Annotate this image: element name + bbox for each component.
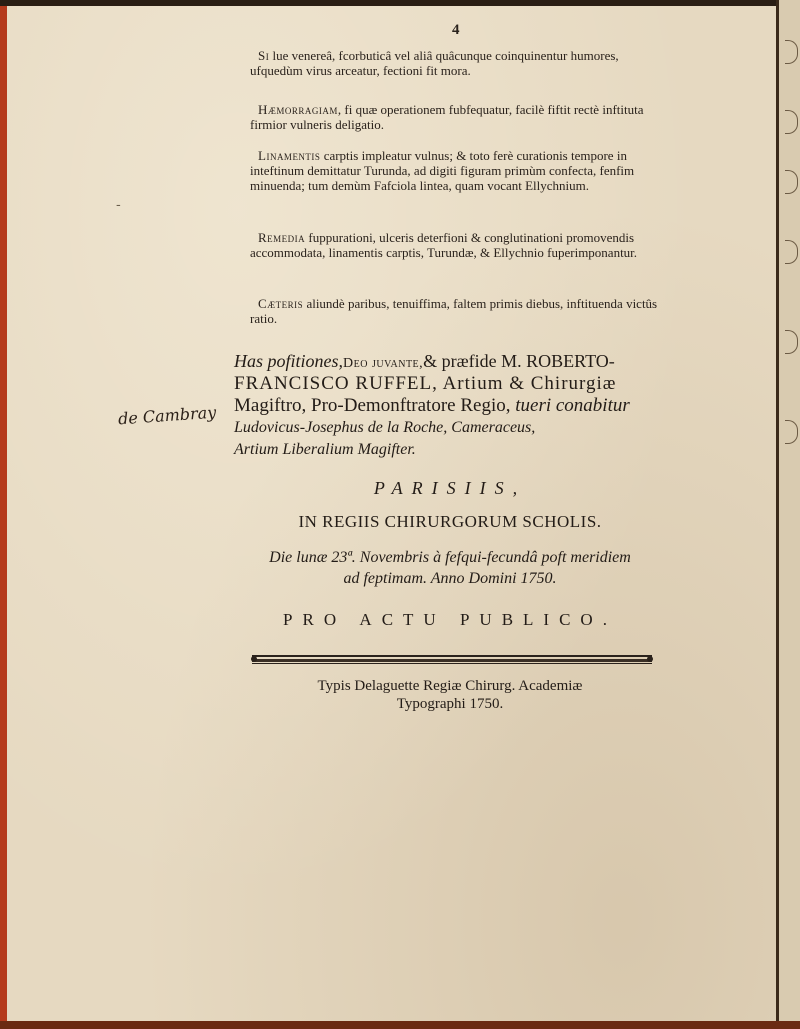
page-number: 4 (452, 22, 460, 38)
defense-positions: Has pofitiones, (234, 351, 344, 371)
city-line: PARISIIS, (373, 478, 527, 498)
paragraph-1 (250, 48, 660, 78)
adjacent-page-edge (776, 0, 800, 1029)
handwritten-margin-note: de Cambray (117, 402, 217, 429)
edge-mark (785, 240, 798, 264)
defense-tueri: tueri conabitur (515, 395, 630, 416)
defense-line-2: FRANCISCO RUFFEL, Artium & Chirurgiæ (234, 373, 617, 394)
printer-imprint: Typis Delaguette Regiæ Chirurg. Academiæ (317, 678, 583, 694)
defense-line-4: Ludovicus-Josephus de la Roche, Cameraceus, (234, 419, 536, 436)
paragraph-1-text: lue venereâ, fcorbuticâ vel aliâ quâcunque coinquinentur humores, ufquedùm virus arceatur, fectioni fit mora. (250, 48, 619, 78)
paragraph-3-text: carptis impleatur vulnus; & toto ferè curationis tempore in inteftinum demittatur Turunda, ad digiti figuram primùm confecta, fenfim minuenda; tum demùm Fafciola lintea, quam vocant Ellychnium. (250, 148, 635, 193)
edge-mark (785, 420, 798, 444)
paragraph-5-text: aliundè paribus, tenuiffima, faltem primis diebus, inftituenda victûs ratio. (250, 296, 658, 326)
paragraph-4 (250, 230, 660, 260)
paragraph-2-text: , fi quæ operationem fubfequatur, facilè fiftit rectè inftituta firmior vulneris deligatio. (250, 102, 644, 132)
paragraph-2 (250, 102, 660, 132)
date-line-1: Die lunæ 23ª. Novembris à fefqui-fecundâ poft meridiem (269, 549, 631, 566)
school-line: IN REGIIS CHIRURGORUM SCHOLIS. (298, 512, 602, 531)
printer-line-2: Typographi 1750. (396, 696, 504, 712)
defense-line-1 (234, 352, 664, 373)
defense-praeside: & præfide M. ROBERTO- (423, 351, 615, 371)
defense-deo-juvante: Deo juvante, (343, 356, 424, 371)
paragraph-4-text: fuppurationi, ulceris deterfioni & conglutinationi promovendis accommodata, linamentis carptis, Turundæ, & Ellychnio fuperimponantur. (250, 230, 638, 260)
edge-mark (785, 330, 798, 354)
act-line: PRO ACTU PUBLICO. (283, 610, 617, 629)
date-line-2: ad feptimam. Anno Domini 1750. (343, 570, 557, 587)
edge-mark (785, 110, 798, 134)
paragraph-3 (250, 148, 660, 193)
paragraph-5 (250, 296, 660, 326)
paragraph-5-lead: Cæteris (258, 296, 304, 311)
defense-line-5: Artium Liberalium Magifter. (234, 441, 416, 458)
margin-dash: - (116, 197, 121, 213)
defense-line-3 (234, 396, 664, 415)
ornamental-rule (250, 652, 654, 666)
edge-mark (785, 170, 798, 194)
defense-magistro: Magiftro, Pro-Demonftratore Regio, (234, 395, 516, 416)
paragraph-2-lead: Hæmorragiam (258, 102, 338, 117)
paragraph-3-lead: Linamentis (258, 148, 321, 163)
printer-line-1 (230, 678, 670, 695)
page-bottom-edge (0, 1021, 800, 1029)
paragraph-4-lead: Remedia (258, 230, 306, 245)
edge-mark (785, 40, 798, 64)
paragraph-1-lead: Si (258, 48, 270, 63)
